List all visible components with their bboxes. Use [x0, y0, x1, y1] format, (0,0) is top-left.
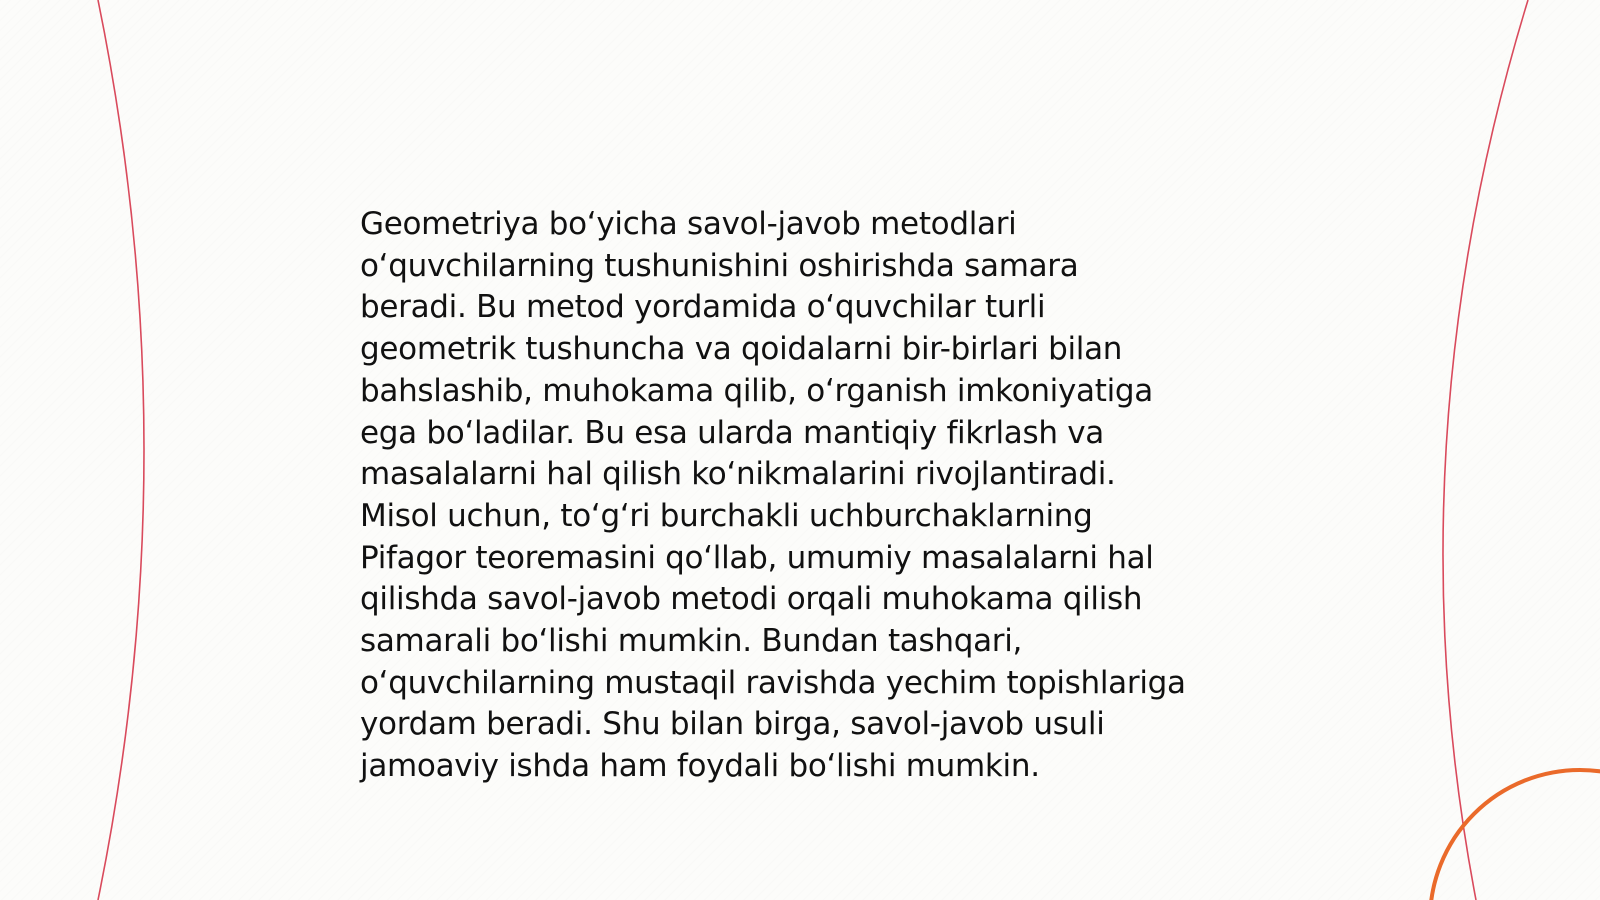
paragraph-line: beradi. Bu metod yordamida o‘quvchilar turli — [360, 289, 1046, 326]
left-arc-line — [98, 0, 144, 900]
paragraph-line: o‘quvchilarning tushunishini oshirishda samara — [360, 247, 1079, 284]
paragraph-line: bahslashib, muhokama qilib, o‘rganish imkoniyatiga — [360, 372, 1153, 409]
paragraph-line: Geometriya bo‘yicha savol-javob metodlari — [360, 206, 1017, 242]
orange-circle — [1430, 770, 1600, 900]
paragraph-line: masalalarni hal qilish ko‘nikmalarini rivojlantiradi. — [360, 456, 1116, 493]
paragraph-line: o‘quvchilarning mustaqil ravishda yechim topishlariga — [360, 664, 1186, 701]
right-arc-line — [1443, 0, 1528, 900]
paragraph-line: Misol uchun, to‘g‘ri burchakli uchburchaklarning — [360, 497, 1093, 534]
body-paragraph — [360, 204, 1260, 788]
paragraph-line: geometrik tushuncha va qoidalarni bir-birlari bilan — [360, 331, 1123, 368]
paragraph-line: jamoaviy ishda ham foydali bo‘lishi mumkin. — [360, 748, 1040, 785]
paragraph-line: yordam beradi. Shu bilan birga, savol-javob usuli — [360, 706, 1105, 743]
paragraph-line: Pifagor teoremasini qo‘llab, umumiy masalalarni hal — [360, 539, 1154, 576]
paragraph-line: ega bo‘ladilar. Bu esa ularda mantiqiy fikrlash va — [360, 414, 1104, 451]
paragraph-line: samarali bo‘lishi mumkin. Bundan tashqari, — [360, 623, 1023, 660]
paragraph-line: qilishda savol-javob metodi orqali muhokama qilish — [360, 581, 1143, 618]
